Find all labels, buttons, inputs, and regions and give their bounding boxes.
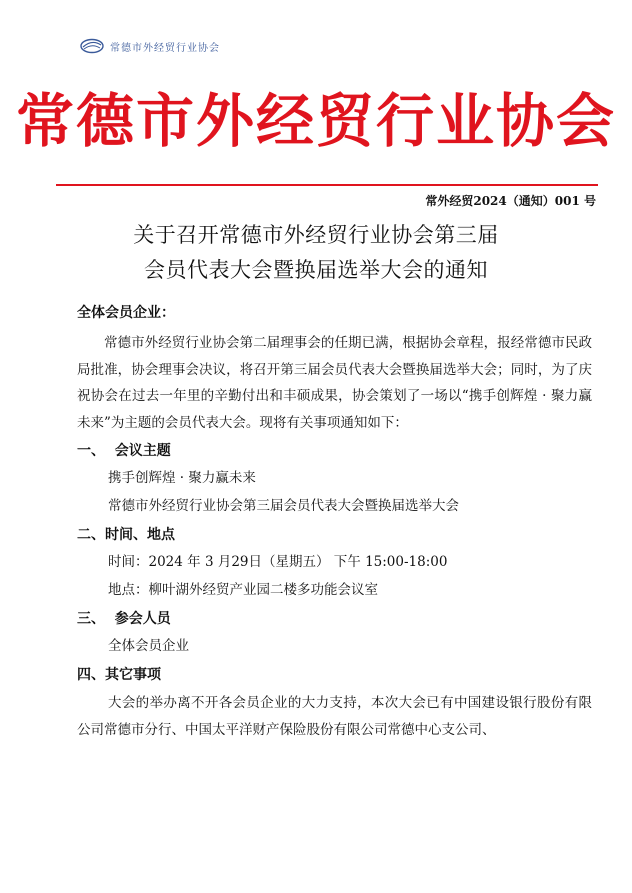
salutation: 全体会员企业： bbox=[77, 305, 175, 321]
notice-title bbox=[0, 218, 632, 288]
title-line-2: 会员代表大会暨换届选举大会的通知 bbox=[144, 258, 488, 282]
other-matters-paragraph: 大会的举办离不开各会员企业的大力支持，本次大会已有中国建设银行股份有限公司常德市分行、中国太平洋财产保险股份有限公司常德中心支公司、 bbox=[77, 695, 592, 738]
meeting-time: 时间：2024 年 3 月29日（星期五） 下午 15:00-18:00 bbox=[108, 554, 448, 571]
header-logo bbox=[80, 38, 220, 54]
attendees: 全体会员企业 bbox=[108, 638, 189, 655]
section-heading-1: 一、 会议主题 bbox=[77, 443, 171, 460]
section-heading-4: 四、其它事项 bbox=[77, 667, 161, 684]
meeting-location: 地点：柳叶湖外经贸产业园二楼多功能会议室 bbox=[108, 582, 378, 599]
association-emblem-icon bbox=[80, 38, 104, 54]
section-1-item-1: 携手创辉煌 · 聚力赢未来 bbox=[108, 470, 256, 487]
red-divider bbox=[56, 184, 598, 186]
section-heading-3: 三、 参会人员 bbox=[77, 611, 171, 628]
logo-text: 常德市外经贸行业协会 bbox=[110, 42, 220, 54]
document-number: 常外经贸2024（通知）001 号 bbox=[425, 194, 596, 208]
intro-paragraph: 常德市外经贸行业协会第二届理事会的任期已满，根据协会章程，报经常德市民政局批准，协会理事会决议，将召开第三届会员代表大会暨换届选举大会；同时，为了庆祝协会在过去一年里的辛勤付出和丰硕成果，协会策划了一场以“携手创辉煌 · 聚力赢未来”为主题的会员代表大会。现将有关事项通知如下： bbox=[77, 335, 592, 431]
section-1-item-2: 常德市外经贸行业协会第三届会员代表大会暨换届选举大会 bbox=[108, 498, 459, 515]
title-line-1: 关于召开常德市外经贸行业协会第三届 bbox=[133, 223, 499, 247]
section-heading-2: 二、时间、地点 bbox=[77, 527, 175, 544]
notice-body bbox=[77, 300, 592, 744]
masthead-title: 常德市外经贸行业协会 bbox=[15, 87, 616, 155]
